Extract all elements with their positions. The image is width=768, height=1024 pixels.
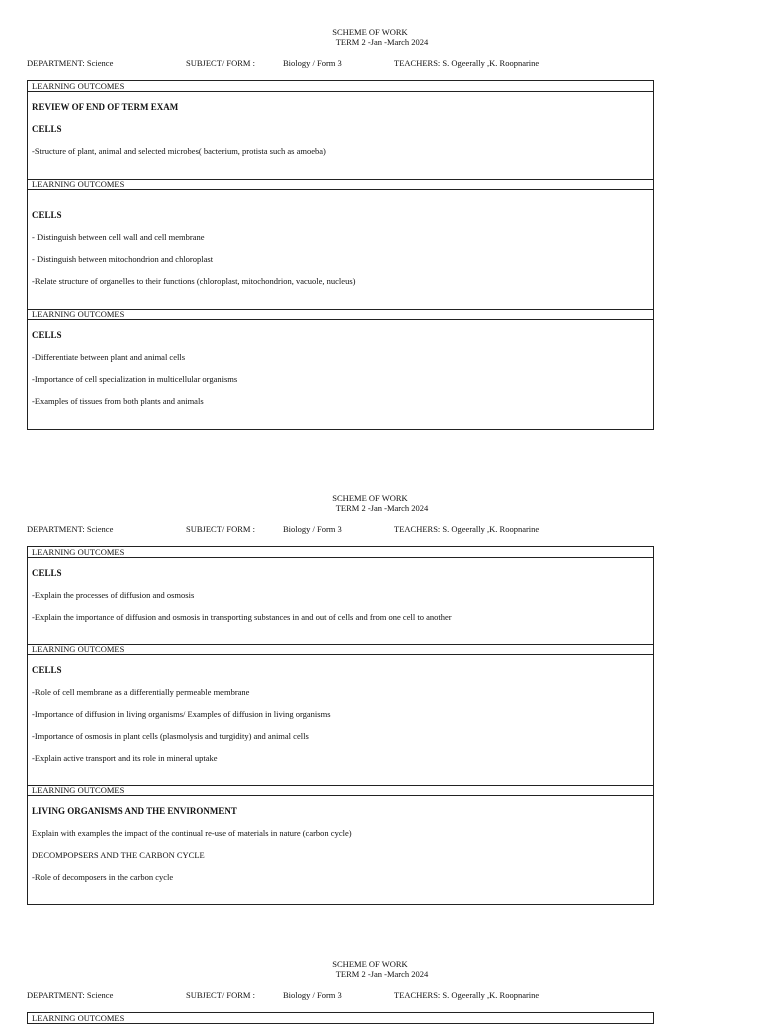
outcome-item: -Explain active transport and its role in mineral uptake: [32, 753, 218, 763]
outcome-item: Explain with examples the impact of the continual re-use of materials in nature (carbon cycle): [32, 828, 352, 838]
outcome-item: -Differentiate between plant and animal cells: [32, 352, 186, 362]
lo-label: LEARNING OUTCOMES: [32, 1013, 125, 1023]
lo-header: [28, 179, 653, 190]
subject-label: SUBJECT/ FORM :: [186, 524, 255, 534]
teachers: TEACHERS: S. Ogeerally ,K. Roopnarine: [394, 990, 540, 1000]
lo-header: [28, 547, 653, 558]
outcome-item: -Role of decomposers in the carbon cycle: [32, 872, 174, 882]
subject-value: Biology / Form 3: [283, 524, 342, 534]
term-heading: TERM 2 -Jan -March 2024: [335, 503, 429, 513]
lo-label: LEARNING OUTCOMES: [32, 179, 125, 189]
lo-header: [28, 785, 653, 796]
outcome-item: - Distinguish between mitochondrion and chloroplast: [32, 254, 214, 264]
outcome-item: -Importance of diffusion in living organisms/ Examples of diffusion in living organisms: [32, 709, 331, 719]
subject-value: Biology / Form 3: [283, 58, 342, 68]
outcomes-table: [27, 1012, 654, 1024]
scheme-title: [0, 27, 768, 47]
outcome-item: -Examples of tissues from both plants and animals: [32, 396, 204, 406]
topic-heading: CELLS: [32, 124, 62, 134]
outcome-item: - Distinguish between cell wall and cell membrane: [32, 232, 205, 242]
department: DEPARTMENT: Science: [27, 58, 114, 68]
topic-heading: LIVING ORGANISMS AND THE ENVIRONMENT: [32, 806, 237, 816]
outcome-item: -Importance of osmosis in plant cells (plasmolysis and turgidity) and animal cells: [32, 731, 309, 741]
department: DEPARTMENT: Science: [27, 524, 114, 534]
outcome-item: -Role of cell membrane as a differentially permeable membrane: [32, 687, 250, 697]
topic-heading: CELLS: [32, 665, 62, 675]
subject-label: SUBJECT/ FORM :: [186, 990, 255, 1000]
meta-row: [0, 524, 768, 536]
lo-header: [28, 81, 653, 92]
lo-label: LEARNING OUTCOMES: [32, 547, 125, 557]
meta-row: [0, 58, 768, 70]
outcome-item: -Importance of cell specialization in multicellular organisms: [32, 374, 238, 384]
scheme-title: [0, 493, 768, 513]
scheme-heading: SCHEME OF WORK: [332, 959, 408, 969]
scheme-title: [0, 959, 768, 979]
outcomes-table: [27, 546, 654, 905]
lo-label: LEARNING OUTCOMES: [32, 81, 125, 91]
topic-heading: CELLS: [32, 568, 62, 578]
outcomes-table: [27, 80, 654, 430]
lo-header: [28, 309, 653, 320]
lo-header: [28, 1013, 653, 1024]
lo-label: LEARNING OUTCOMES: [32, 309, 125, 319]
department: DEPARTMENT: Science: [27, 990, 114, 1000]
subject-label: SUBJECT/ FORM :: [186, 58, 255, 68]
subject-value: Biology / Form 3: [283, 990, 342, 1000]
outcome-item: -Explain the processes of diffusion and osmosis: [32, 590, 195, 600]
lo-label: LEARNING OUTCOMES: [32, 785, 125, 795]
lo-label: LEARNING OUTCOMES: [32, 644, 125, 654]
outcome-item: -Structure of plant, animal and selected microbes( bacterium, protista such as amoeba): [32, 146, 326, 156]
outcome-item: -Explain the importance of diffusion and osmosis in transporting substances in and out of cells and from one cell to another: [32, 612, 452, 622]
teachers: TEACHERS: S. Ogeerally ,K. Roopnarine: [394, 58, 540, 68]
meta-row: [0, 990, 768, 1002]
term-heading: TERM 2 -Jan -March 2024: [335, 37, 429, 47]
scheme-heading: SCHEME OF WORK: [332, 493, 408, 503]
scheme-heading: SCHEME OF WORK: [332, 27, 408, 37]
teachers: TEACHERS: S. Ogeerally ,K. Roopnarine: [394, 524, 540, 534]
topic-heading: DECOMPOPSERS AND THE CARBON CYCLE: [32, 850, 205, 860]
topic-heading: CELLS: [32, 330, 62, 340]
lo-header: [28, 644, 653, 655]
topic-heading: REVIEW OF END OF TERM EXAM: [32, 102, 179, 112]
topic-heading: CELLS: [32, 210, 62, 220]
outcome-item: -Relate structure of organelles to their functions (chloroplast, mitochondrion, vacuole, nucleus): [32, 276, 356, 286]
term-heading: TERM 2 -Jan -March 2024: [335, 969, 429, 979]
